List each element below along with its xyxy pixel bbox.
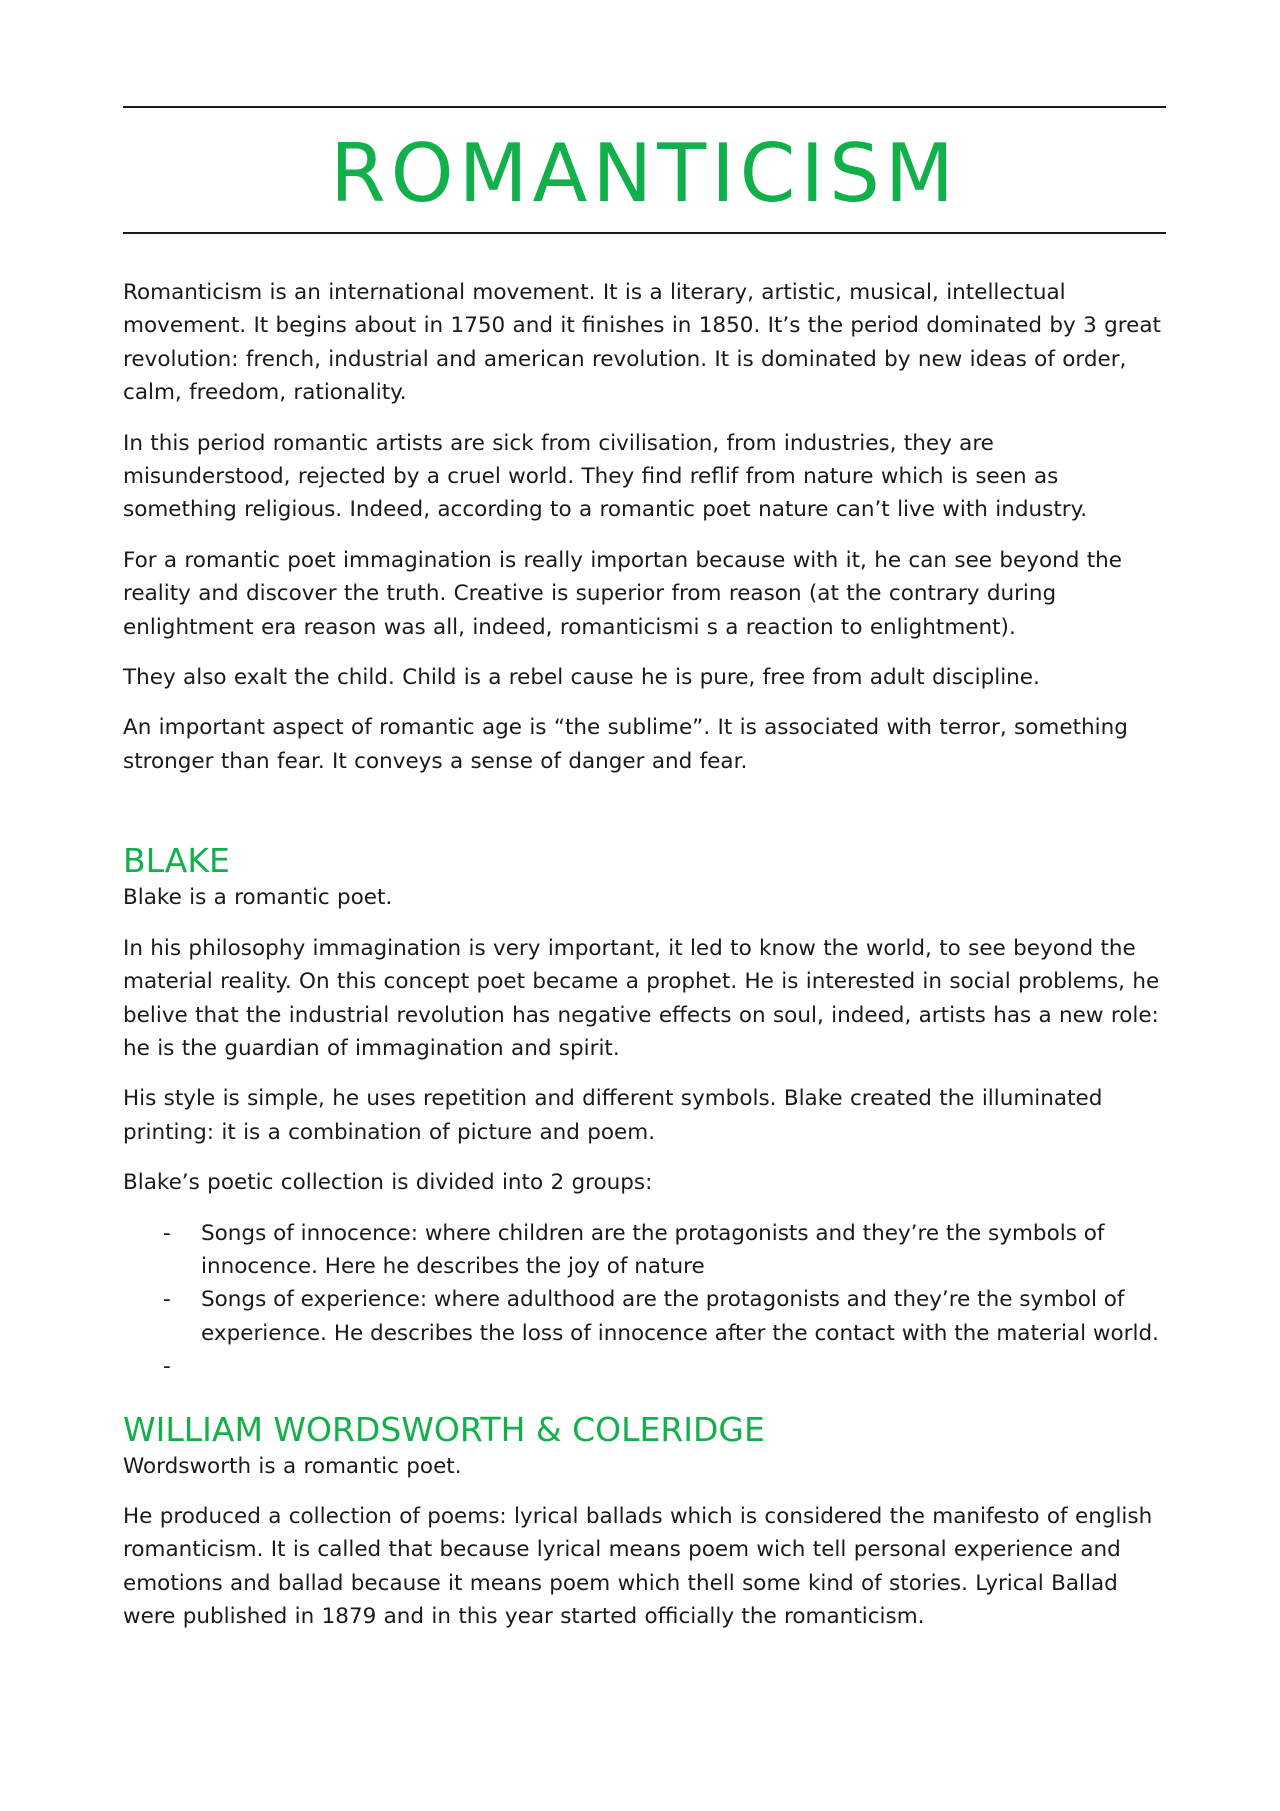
- wordsworth-paragraph: He produced a collection of poems: lyrical ballads which is considered the manifesto of english romanticism. It is called that because lyrical means poem wich tell personal experience and emotions and ballad because it means poem which thell some kind of stories. Lyrical Ballad were published in 1879 and in this year started officially the romanticism.: [123, 1503, 1153, 1630]
- document-page: [123, 0, 1166, 1651]
- intro-paragraph: In this period romantic artists are sick from civilisation, from industries, they are misunderstood, rejected by a cruel world. They find reflif from nature which is seen as something religious. Indeed, according to a romantic poet nature can’t live with industry.: [123, 430, 1088, 523]
- blake-paragraph: Blake is a romantic poet.: [123, 885, 393, 911]
- list-dash: -: [163, 1287, 171, 1313]
- wordsworth-section: [123, 1410, 1166, 1634]
- list-item: [123, 1350, 1166, 1383]
- blake-collection-list: [123, 1217, 1166, 1384]
- wordsworth-heading: WILLIAM WORDSWORTH & COLERIDGE: [123, 1409, 765, 1449]
- list-item-text: Songs of innocence: where children are the protagonists and they’re the symbols of innocence. Here he describes the joy of nature: [201, 1220, 1105, 1279]
- intro-paragraph: For a romantic poet immagination is really importan because with it, he can see beyond the reality and discover the truth. Creative is superior from reason (at the contrary during enlightment era reason was all, indeed, romanticismi s a reaction to enlightment).: [123, 547, 1122, 640]
- blake-paragraph: In his philosophy immagination is very important, it led to know the world, to see beyond the material reality. On this concept poet became a prophet. He is interested in social problems, he belive that the industrial revolution has negative effects on soul, indeed, artists has a new role: he is the guardian of immagination and spirit.: [123, 935, 1160, 1061]
- list-item: [123, 1217, 1166, 1284]
- blake-paragraph: Blake’s poetic collection is divided into 2 groups:: [123, 1170, 653, 1196]
- list-item-text: [201, 1354, 208, 1379]
- list-dash: -: [163, 1354, 171, 1380]
- intro-section: [123, 276, 1166, 778]
- wordsworth-paragraph: Wordsworth is a romantic poet.: [123, 1453, 462, 1479]
- blake-section: [123, 841, 1166, 1383]
- blake-paragraph: His style is simple, he uses repetition and different symbols. Blake created the illuminated printing: it is a combination of picture and poem.: [123, 1086, 1103, 1145]
- list-item-text: Songs of experience: where adulthood are the protagonists and they’re the symbol of experience. He describes the loss of innocence after the contact with the material world.: [201, 1287, 1159, 1346]
- intro-paragraph: Romanticism is an international movement. It is a literary, artistic, musical, intellectual movement. It begins about in 1750 and it finishes in 1850. It’s the period dominated by 3 great revolution: french, industrial and american revolution. It is dominated by new ideas of order, calm, freedom, rationality.: [123, 280, 1161, 406]
- title-bottom-rule: [123, 232, 1166, 234]
- intro-paragraph: An important aspect of romantic age is “the sublime”. It is associated with terror, something stronger than fear. It conveys a sense of danger and fear.: [123, 715, 1128, 774]
- blake-heading: BLAKE: [123, 841, 230, 881]
- list-dash: -: [163, 1220, 171, 1246]
- intro-paragraph: They also exalt the child. Child is a rebel cause he is pure, free from adult discipline.: [123, 665, 1040, 691]
- list-item: [123, 1283, 1166, 1350]
- title-top-rule: [123, 106, 1166, 108]
- document-title: ROMANTICISM: [330, 127, 959, 220]
